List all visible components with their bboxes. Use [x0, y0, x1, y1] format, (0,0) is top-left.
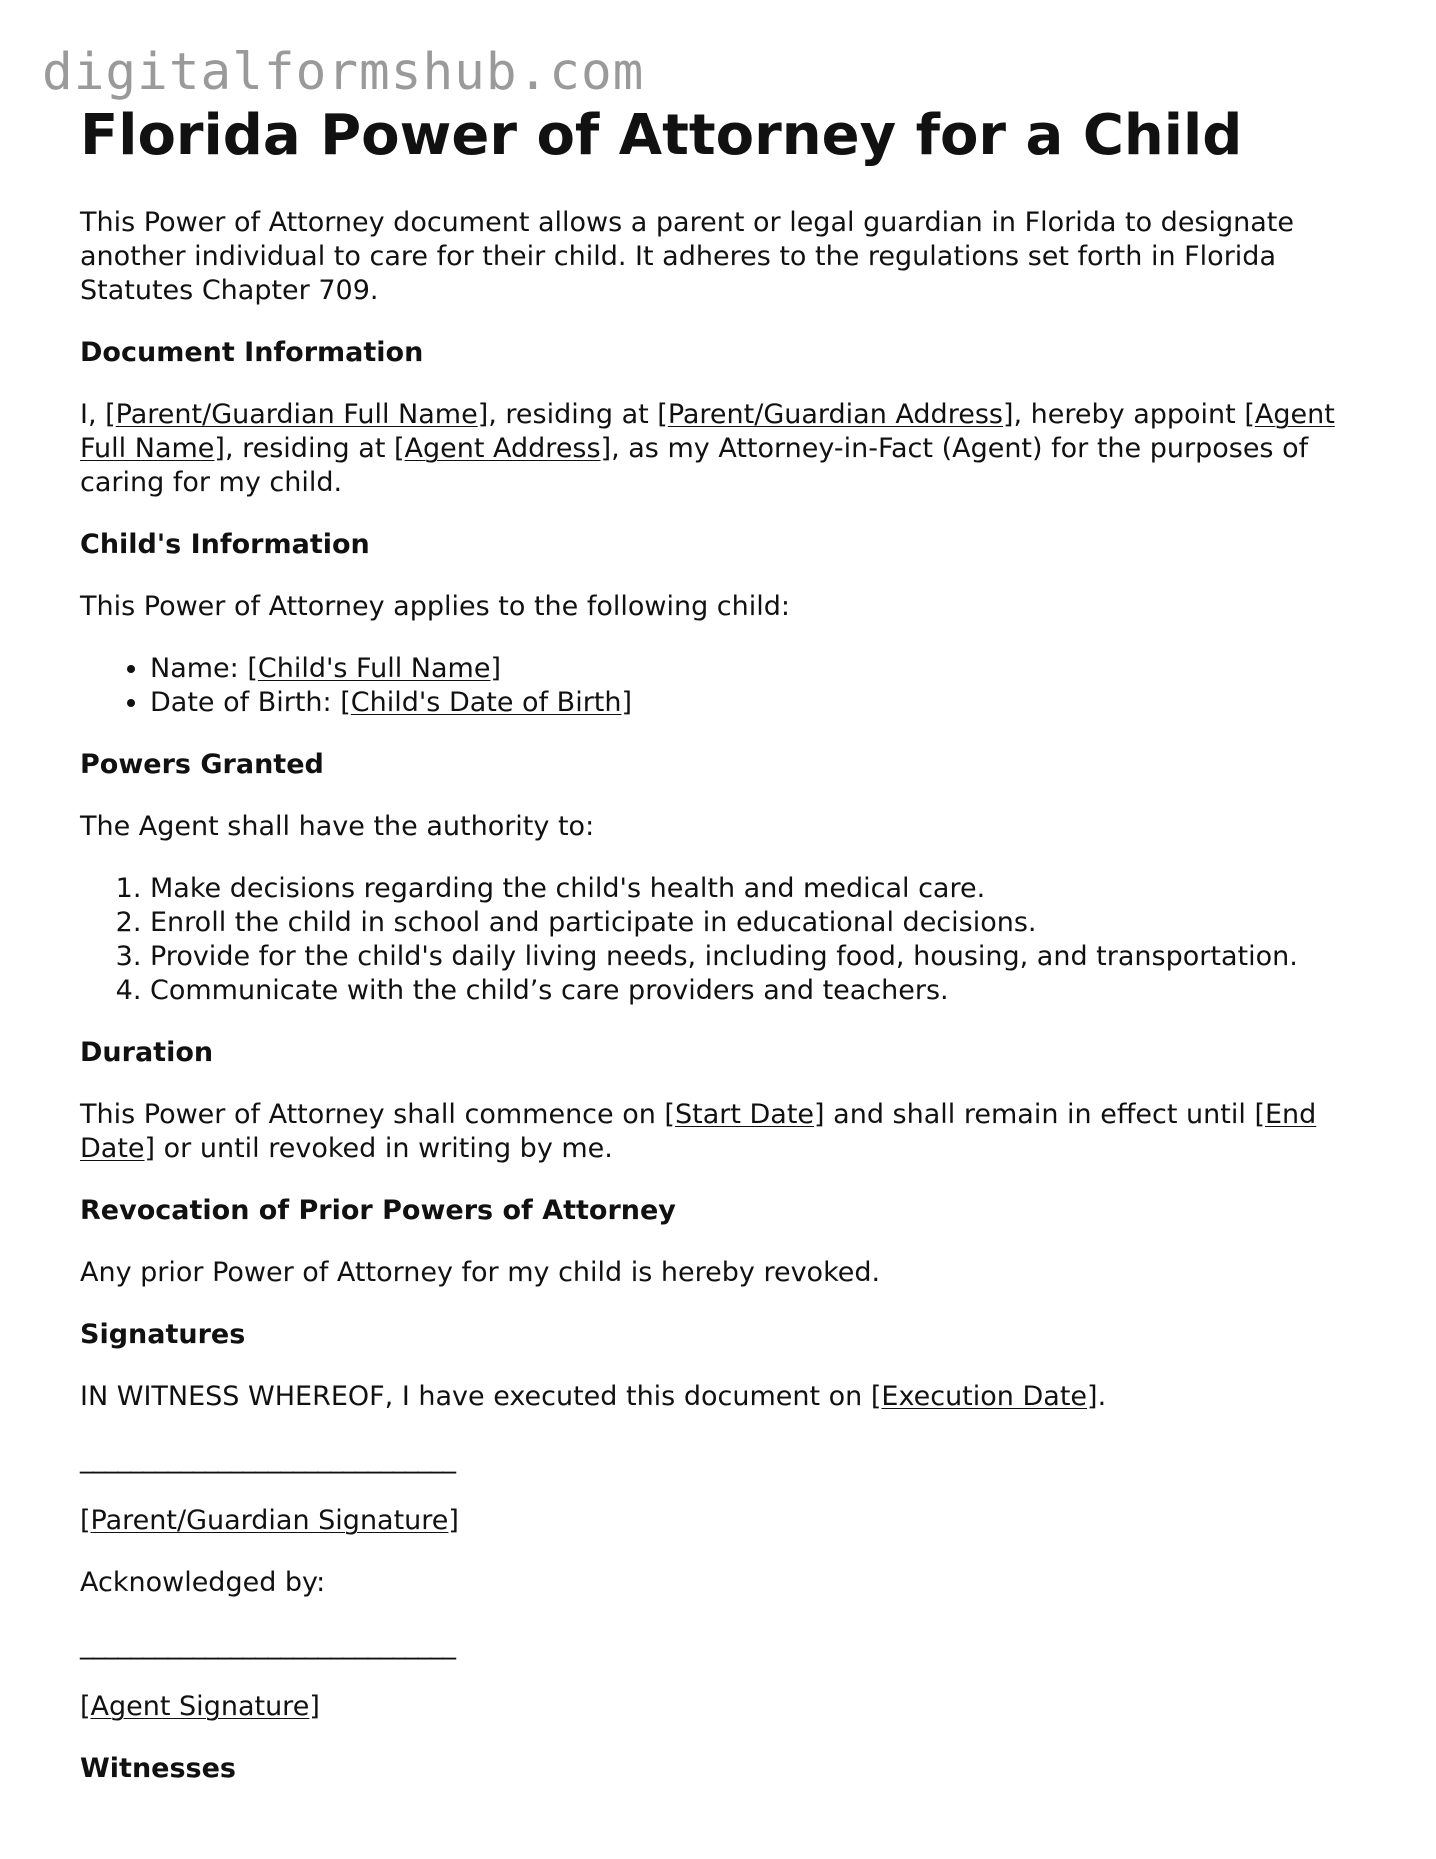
revocation-heading: Revocation of Prior Powers of Attorney [80, 1195, 676, 1226]
text-fragment: ] [448, 1505, 459, 1536]
text-fragment: [ [80, 1505, 91, 1536]
parent-name-placeholder: Parent/Guardian Full Name [115, 399, 478, 430]
end-date-placeholder: End Date [80, 1099, 1317, 1164]
childs-information-heading: Child's Information [80, 529, 370, 560]
text-fragment: ], residing at [ [477, 399, 668, 430]
text-fragment: This Power of Attorney shall commence on [ [80, 1099, 675, 1130]
text-fragment: ] [621, 687, 633, 718]
powers-granted-heading: Powers Granted [80, 749, 324, 780]
appointment-paragraph [80, 398, 1370, 500]
acknowledged-by: Acknowledged by: [80, 1567, 326, 1598]
text-fragment: ] [490, 653, 502, 684]
text-fragment: ], hereby appoint [ [1002, 399, 1255, 430]
start-date-placeholder: Start Date [674, 1099, 815, 1130]
list-item: 2. Enroll the child in school and participate in educational decisions. [150, 906, 1370, 940]
powers-intro: The Agent shall have the authority to: [80, 811, 595, 842]
document-information-heading: Document Information [80, 337, 424, 368]
text-fragment: ], as my Attorney-in-Fact (Agent) for the purposes of caring for my child. [80, 433, 1309, 498]
parent-signature-placeholder: Parent/Guardian Signature [90, 1505, 449, 1536]
intro-paragraph: This Power of Attorney document allows a parent or legal guardian in Florida to designate another individual to care for their child. It adheres to the regulations set forth in Florida Statutes Chapter 709. [80, 207, 1294, 306]
text-fragment: IN WITNESS WHEREOF, I have executed this document on [ [80, 1381, 882, 1412]
list-item-child-dob [150, 686, 1370, 720]
duration-heading: Duration [80, 1037, 214, 1068]
child-intro: This Power of Attorney applies to the following child: [80, 591, 791, 622]
witness-whereof-paragraph [80, 1380, 1370, 1414]
child-details-list [80, 652, 1370, 720]
list-item-child-name [150, 652, 1370, 686]
witnesses-heading: Witnesses [80, 1753, 237, 1784]
text-fragment: ] [309, 1691, 320, 1722]
agent-name-placeholder: Agent Full Name [80, 399, 1335, 464]
agent-signature-label [80, 1690, 1370, 1724]
agent-address-placeholder: Agent Address [404, 433, 601, 464]
text-fragment: I, [ [80, 399, 116, 430]
duration-paragraph [80, 1098, 1370, 1166]
parent-address-placeholder: Parent/Guardian Address [667, 399, 1003, 430]
text-fragment: ] and shall remain in effect until [ [814, 1099, 1265, 1130]
child-name-placeholder: Child's Full Name [257, 653, 491, 684]
parent-signature-line: ______________________________ [80, 1443, 455, 1474]
powers-list [80, 872, 1370, 1008]
text-fragment: ] or until revoked in writing by me. [144, 1133, 613, 1164]
document-body [80, 206, 1370, 1814]
document-title: Florida Power of Attorney for a Child [80, 103, 1243, 168]
agent-signature-line: ______________________________ [80, 1629, 455, 1660]
list-item: 3. Provide for the child's daily living needs, including food, housing, and transportation. [150, 940, 1370, 974]
list-item: 1. Make decisions regarding the child's health and medical care. [150, 872, 1370, 906]
child-dob-placeholder: Child's Date of Birth [350, 687, 622, 718]
revocation-paragraph: Any prior Power of Attorney for my child is hereby revoked. [80, 1257, 881, 1288]
text-fragment: Date of Birth: [ [150, 687, 351, 718]
agent-signature-placeholder: Agent Signature [90, 1691, 310, 1722]
text-fragment: ]. [1087, 1381, 1107, 1412]
watermark: digitalformshub.com [42, 43, 645, 102]
execution-date-placeholder: Execution Date [881, 1381, 1088, 1412]
list-item: 4. Communicate with the child’s care providers and teachers. [150, 974, 1370, 1008]
text-fragment: ], residing at [ [214, 433, 405, 464]
signatures-heading: Signatures [80, 1319, 246, 1350]
text-fragment: Name: [ [150, 653, 258, 684]
text-fragment: [ [80, 1691, 91, 1722]
parent-signature-label [80, 1504, 1370, 1538]
